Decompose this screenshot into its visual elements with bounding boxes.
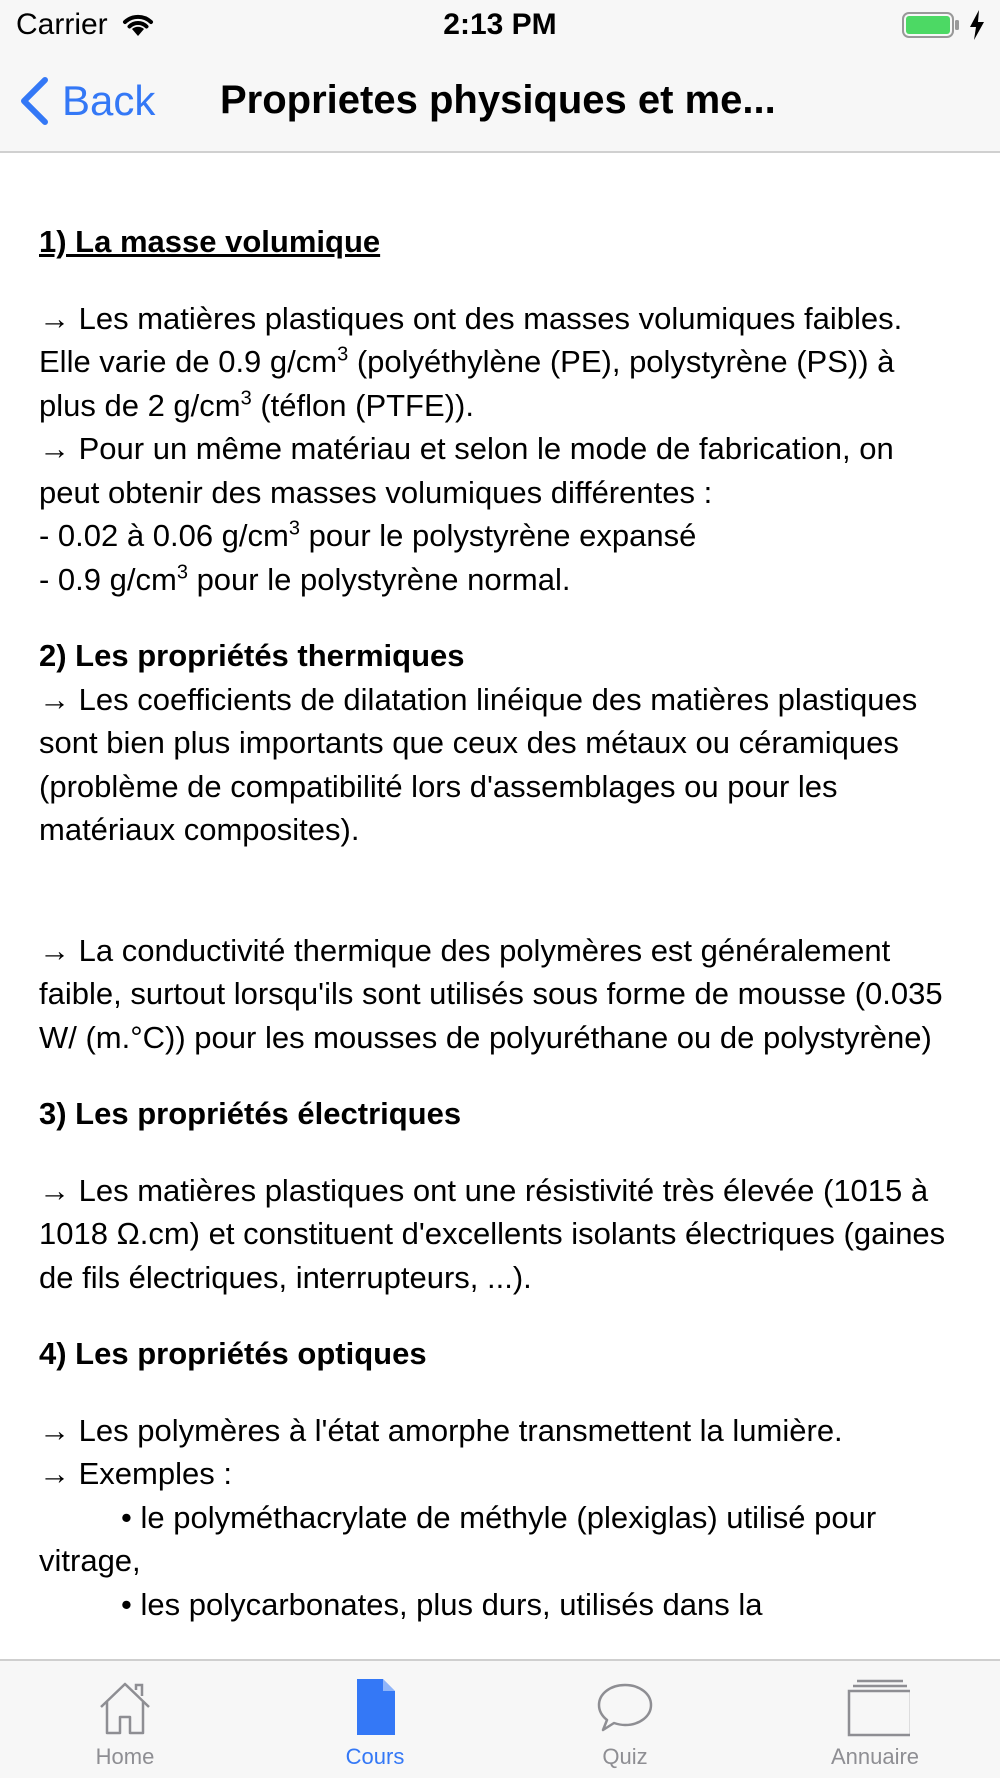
folder-stack-icon <box>840 1677 910 1737</box>
back-button[interactable] <box>18 74 155 128</box>
section-heading-thermiques: 2) Les propriétés thermiques <box>39 638 465 673</box>
clock: 2:13 PM <box>443 8 557 41</box>
paragraph-thermiques-2: → La conductivité thermique des polymères est généralement faible, surtout lorsqu'ils sont utilisés sous forme de mousse (0.035 W/ (m.°C)) pour les mousses de polyuréthane ou de polystyrène) <box>39 932 943 1055</box>
document-icon <box>345 1677 405 1737</box>
battery-icon <box>902 12 960 38</box>
paragraph-optiques-1: → Les polymères à l'état amorphe transmettent la lumière. <box>39 1412 843 1448</box>
paragraph-electriques-1: → Les matières plastiques ont une résistivité très élevée (1015 à 1018 Ω.cm) et constituent d'excellents isolants électriques (gaines de fils électriques, interrupteurs, ...). <box>39 1172 946 1295</box>
tab-cours[interactable] <box>250 1661 500 1778</box>
paragraph-masse-4: - 0.9 $g/cm^3$ pour le polystyrène normal. <box>39 561 571 597</box>
tab-label-annuaire: Annuaire <box>830 1744 920 1769</box>
tab-bar <box>0 1659 1000 1778</box>
tab-annuaire[interactable] <box>750 1661 1000 1778</box>
list-item-polycarbonates: • les polycarbonates, plus durs, utilisés dans la <box>121 1586 763 1622</box>
section-heading-electriques: 3) Les propriétés électriques <box>39 1096 462 1131</box>
tab-label-cours: Cours <box>345 1744 405 1769</box>
chevron-left-icon <box>18 76 50 126</box>
tab-label-quiz: Quiz <box>602 1744 648 1769</box>
paragraph-masse-1: → Les matières plastiques ont des masses volumiques faibles. Elle varie de 0.9 $g/cm^3$ (polyéthylène (PE), polystyrène (PS)) à plus de 2 $g/cm^3$ (téflon (PTFE)). <box>39 300 903 423</box>
house-icon <box>95 1677 155 1737</box>
back-label: Back <box>62 77 156 124</box>
list-item-plexiglas: • le polyméthacrylate de méthyle (plexiglas) utilisé pour vitrage, <box>39 1499 877 1578</box>
tab-quiz[interactable] <box>500 1661 750 1778</box>
paragraph-thermiques-1: → Les coefficients de dilatation linéique des matières plastiques sont bien plus importants que ceux des métaux ou céramiques (problème de compatibilité lors d'assemblages ou pour les matériaux composites). <box>39 681 918 847</box>
navigation-bar <box>0 50 1000 153</box>
page-title: Proprietes physiques et me... <box>220 78 776 122</box>
paragraph-masse-3: - 0.02 à 0.06 $g/cm^3$ pour le polystyrène expansé <box>39 517 697 553</box>
section-heading-optiques: 4) Les propriétés optiques <box>39 1336 427 1371</box>
tab-home[interactable] <box>0 1661 250 1778</box>
charging-bolt-icon <box>968 10 986 40</box>
carrier-label: Carrier <box>16 8 108 41</box>
paragraph-masse-2: → Pour un même matériau et selon le mode de fabrication, on peut obtenir des masses volumiques différentes : <box>39 431 894 510</box>
section-heading-masse-volumique: 1) La masse volumique <box>39 224 381 259</box>
speech-bubble-icon <box>595 1677 655 1737</box>
tab-label-home: Home <box>95 1744 155 1769</box>
status-bar <box>0 0 1000 50</box>
course-content[interactable] <box>39 220 959 1660</box>
paragraph-optiques-2: → Exemples : <box>39 1456 232 1491</box>
